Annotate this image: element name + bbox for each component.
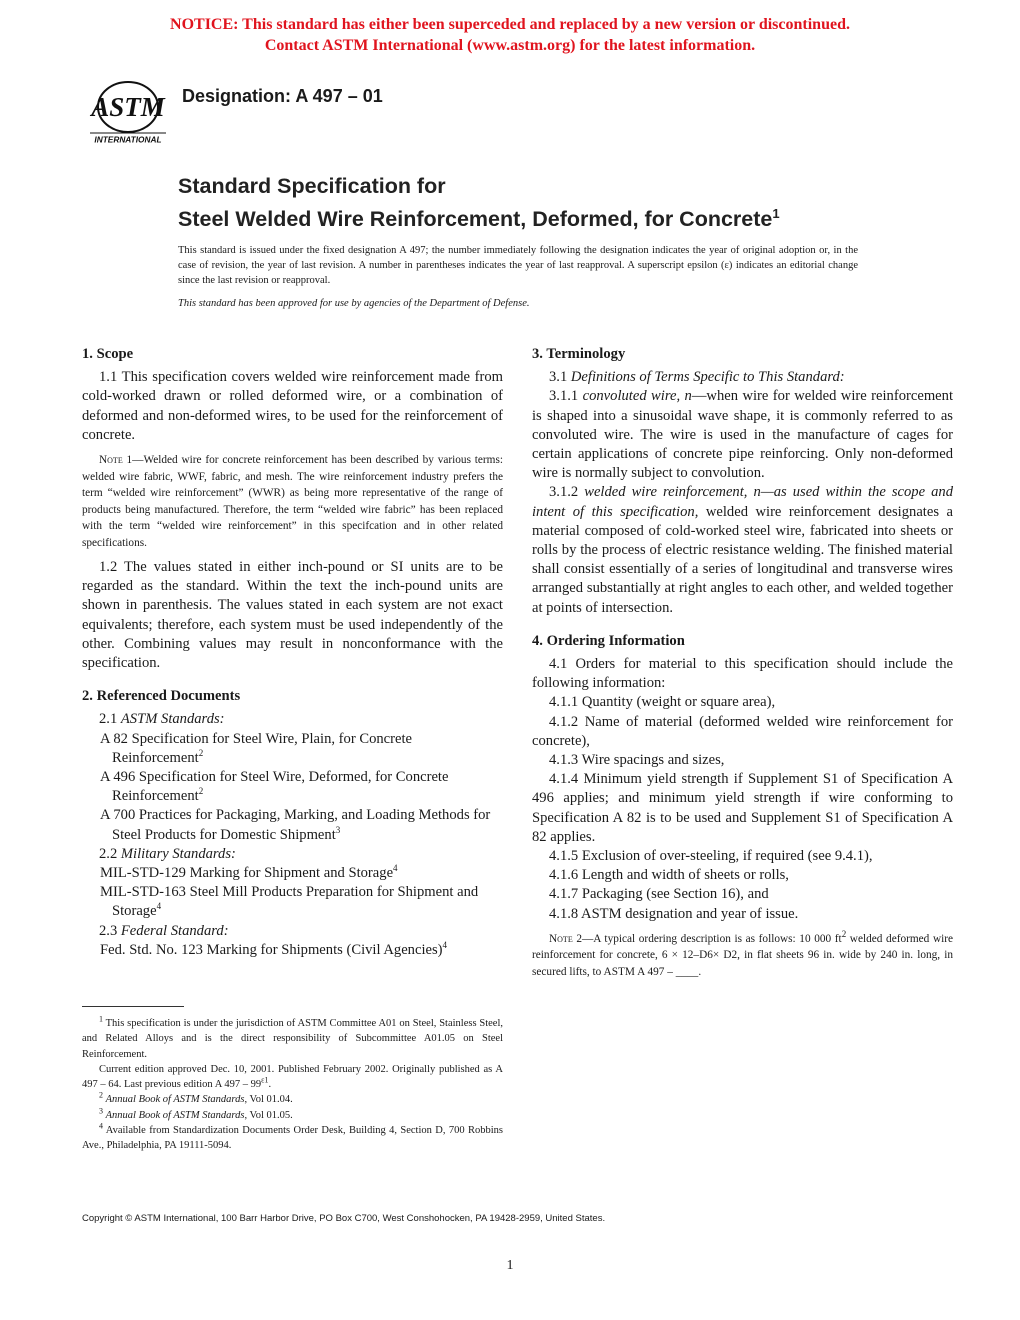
para-4-1-6: 4.1.6 Length and width of sheets or rolls, <box>549 867 789 884</box>
notice-line-2: Contact ASTM International (www.astm.org) for the latest information. <box>264 37 756 54</box>
note-1-text: —Welded wire for concrete reinforcement has been described by various terms: welded wire fabric, WWF, fabric, and mesh. The wire reinforcement industry prefers the term “welded wire reinforcement” (WWR) as being more representative of the range of products being manufactured. Therefore, the term “welded wire fabric” has been replaced with the term “welded wire reinforcement” in this specifcation and in other related specifications. <box>82 454 504 549</box>
para-3-1-1 <box>532 387 953 483</box>
logo-international: INTERNATIONAL <box>94 134 162 145</box>
title-main: Steel Welded Wire Reinforcement, Deformed, for Concrete <box>178 207 773 232</box>
ref-mil163-fn: 4 <box>156 901 162 912</box>
para-3-1-1-text: —when wire for welded wire reinforcement is shaped into a sinusoidal wave shape, it is commonly referred to as convoluted wire. The wire is used in the manufacture of cages for certain applications of concrete pipe reinforcing. Only non-deformed wire is normally subject to convolution. <box>532 388 953 482</box>
para-2-2-label: Military Standards: <box>120 845 236 862</box>
para-2-3 <box>82 922 503 941</box>
preamble-text: This standard is issued under the fixed designation A 497; the number immediately following the designation indicates the year of original adoption or, in the case of revision, the year of last revision. A number in parentheses indicates the year of last reapproval. A superscript epsilon (ε) indicates an editorial change since the last revision or reapproval. <box>178 245 858 286</box>
ref-a700 <box>82 806 503 844</box>
footnote-2 <box>82 1092 503 1107</box>
ref-mil163 <box>82 883 503 921</box>
designation: Designation: A 497 – 01 <box>182 86 383 106</box>
ref-a496-text: A 496 Specification for Steel Wire, Deformed, for Concrete Reinforcement <box>100 769 449 805</box>
title-footnote-mark: 1 <box>772 206 780 221</box>
preamble <box>178 243 858 311</box>
para-3-1-2-num: 3.1.2 <box>549 484 585 501</box>
copyright: Copyright © ASTM International, 100 Barr Harbor Drive, PO Box C700, West Conshohocken, PA 19428-2959, United States. <box>82 1213 606 1224</box>
para-3-1 <box>532 368 953 387</box>
para-3-1-2 <box>532 483 953 617</box>
para-3-1-2-scope: —as used within the scope and intent of this specification, <box>532 484 953 520</box>
ref-mil129 <box>82 864 503 883</box>
astm-logo-icon <box>86 76 170 148</box>
document-title <box>178 173 938 233</box>
para-2-3-label: Federal Standard: <box>120 922 229 939</box>
footnote-2-vol: , Vol 01.04. <box>244 1094 293 1106</box>
para-1-1: 1.1 This specification covers welded wire reinforcement made from cold-worked drawn or rolled deformed wire, or a combination of deformed and non-deformed wires, to be used for the reinforcement of concrete. <box>82 369 503 443</box>
para-4-1-7: 4.1.7 Packaging (see Section 16), and <box>549 886 769 903</box>
para-2-3-num: 2.3 <box>99 922 121 939</box>
ref-a496-fn: 2 <box>198 786 204 797</box>
footnote-1-text: This specification is under the jurisdiction of ASTM Committee A01 on Steel, Stainless Steel, and Related Alloys and is the direct responsibility of Subcommittee A01.05 on Steel Reinforcement. <box>82 1018 503 1060</box>
terminology-heading: 3. Terminology <box>532 346 626 362</box>
ref-fed123 <box>82 941 503 960</box>
notice-banner <box>0 14 1020 56</box>
para-4-1-8: 4.1.8 ASTM designation and year of issue. <box>549 905 799 922</box>
footnote-2-mark: 2 <box>99 1090 103 1100</box>
page-number: 1 <box>506 1258 514 1273</box>
note-2-sup: 2 <box>841 929 847 940</box>
para-4-1-5: 4.1.5 Exclusion of over-steeling, if required (see 9.4.1), <box>549 848 873 865</box>
right-column <box>532 345 953 987</box>
para-3-1-label: Definitions of Terms Specific to This Standard: <box>570 369 845 386</box>
footnote-2-book: Annual Book of ASTM Standards <box>105 1094 245 1106</box>
ref-mil129-text: MIL-STD-129 Marking for Shipment and Storage <box>100 865 394 882</box>
footnote-1-mark: 1 <box>99 1014 103 1024</box>
scope-heading: 1. Scope <box>82 346 134 362</box>
para-2-1-label: ASTM Standards: <box>120 711 225 728</box>
para-4-1-2: 4.1.2 Name of material (deformed welded wire reinforcement for concrete), <box>532 713 953 749</box>
para-1-2: 1.2 The values stated in either inch-pound or SI units are to be regarded as the standard. Within the text the inch-pound units are shown in parenthesis. The values stated in each system are not exact equivalents; therefore, each system must be used independently of the other. Combining values may result in nonconformance with the specification. <box>82 559 503 672</box>
term-welded-wire-reinforcement: welded wire reinforcement, n <box>584 484 761 501</box>
ref-a700-text: A 700 Practices for Packaging, Marking, and Loading Methods for Steel Products for Domestic Shipment <box>100 807 491 843</box>
title-line-1: Standard Specification for <box>178 174 446 198</box>
para-2-1-num: 2.1 <box>99 711 121 728</box>
ref-a700-fn: 3 <box>335 824 341 835</box>
note-2-label: Note 2 <box>549 932 582 945</box>
ordering-information-heading: 4. Ordering Information <box>532 632 685 649</box>
footnote-3-vol: , Vol 01.05. <box>244 1109 293 1121</box>
ref-a82-text: A 82 Specification for Steel Wire, Plain, for Concrete Reinforcement <box>100 730 413 766</box>
ref-fed123-text: Fed. Std. No. 123 Marking for Shipments (Civil Agencies) <box>100 941 443 958</box>
note-2-text-a: —A typical ordering description is as follows: 10 000 ft <box>581 932 842 945</box>
note-1 <box>82 452 503 551</box>
footnote-3-mark: 3 <box>99 1106 103 1116</box>
para-4-1-4: 4.1.4 Minimum yield strength if Supplement S1 of Specification A 496 applies; and minimum yield strength if wire conforming to Specification A 82 is to be used and Supplement S1 of Specification A 82 applies. <box>532 771 953 845</box>
para-4-1: 4.1 Orders for material to this specification should include the following information: <box>532 656 953 692</box>
left-column <box>82 345 503 960</box>
ref-a496 <box>82 768 503 806</box>
dod-approval: This standard has been approved for use by agencies of the Department of Defense. <box>178 298 530 309</box>
footnotes <box>82 1016 503 1154</box>
para-3-1-2-text: welded wire reinforcement designates a material composed of cold-worked steel wire, fabricated into sheets or rolls by the process of electric resistance welding. The finished material shall consist essentially of a series of longitudinal and transverse wires arranged substantially at right angles to each other, and welded together at points of intersection. <box>532 503 953 616</box>
footnote-4 <box>82 1123 503 1154</box>
note-2 <box>532 931 953 981</box>
footnote-1b <box>82 1062 503 1093</box>
para-4-1-1: 4.1.1 Quantity (weight or square area), <box>549 694 776 711</box>
ref-mil163-text: MIL-STD-163 Steel Mill Products Preparation for Shipment and Storage <box>100 884 479 920</box>
footnote-1b-text: Current edition approved Dec. 10, 2001. Published February 2002. Originally published as A 497 – 64. Last previous edition A 497 – 99 <box>82 1063 503 1091</box>
logo-letters: ASTM <box>91 92 165 122</box>
ref-mil129-fn: 4 <box>393 863 398 874</box>
note-2-text-b: welded deformed wire reinforcement for concrete, 6 × 12–D6× D2, in flat sheets 96 in. wide by 240 in. long, in secured lifts, to ASTM A 497 – ____. <box>532 932 954 978</box>
ref-a82-fn: 2 <box>198 747 204 758</box>
footnote-1 <box>82 1016 503 1062</box>
para-2-1 <box>82 710 503 729</box>
footnote-1b-end: . <box>268 1079 272 1091</box>
ref-fed123-fn: 4 <box>442 940 448 951</box>
footnote-divider <box>82 1006 184 1007</box>
footnote-4-text: Available from Standardization Documents Order Desk, Building 4, Section D, 700 Robbins Ave., Philadelphia, PA 19111-5094. <box>82 1125 503 1152</box>
para-4-1-3: 4.1.3 Wire spacings and sizes, <box>549 752 725 769</box>
term-convoluted-wire: convoluted wire, n <box>582 388 692 405</box>
note-1-label: Note 1 <box>99 454 133 467</box>
title-line-2 <box>178 200 938 233</box>
referenced-documents-heading: 2. Referenced Documents <box>82 688 241 705</box>
footnote-3 <box>82 1108 503 1123</box>
para-3-1-num: 3.1 <box>549 369 571 386</box>
para-3-1-1-num: 3.1.1 <box>549 388 583 405</box>
ref-a82 <box>82 730 503 768</box>
para-2-2 <box>82 845 503 864</box>
footnote-1b-sup: ε1 <box>261 1075 269 1085</box>
para-2-2-num: 2.2 <box>99 845 121 862</box>
footnote-4-mark: 4 <box>99 1121 103 1131</box>
footnote-3-book: Annual Book of ASTM Standards <box>105 1109 245 1121</box>
notice-line-1: NOTICE: This standard has either been superceded and replaced by a new version or discontinued. <box>170 16 850 33</box>
